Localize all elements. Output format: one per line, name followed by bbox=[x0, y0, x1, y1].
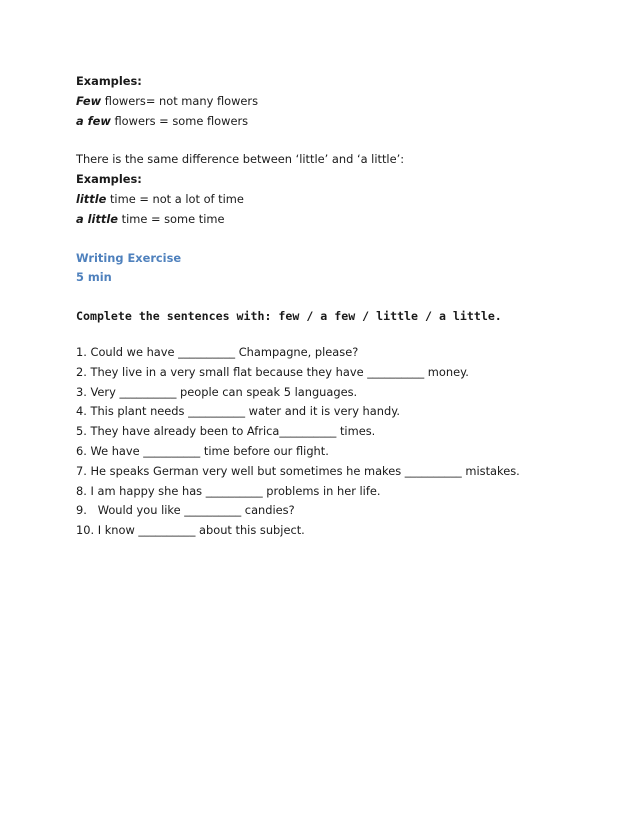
exercise-sentence: 7. He speaks German very well but sometimes he makes __________ mistakes. bbox=[76, 463, 520, 478]
exercise-sentence: 8. I am happy she has __________ problems in her life. bbox=[76, 483, 381, 498]
example-definition: flowers= not many flowers bbox=[101, 93, 259, 108]
exercise-sentence: 3. Very __________ people can speak 5 languages. bbox=[76, 384, 358, 399]
example-few bbox=[76, 92, 596, 112]
examples-heading: Examples: bbox=[76, 172, 142, 187]
section-duration: 5 min bbox=[76, 270, 112, 285]
example-definition: flowers = some flowers bbox=[110, 113, 249, 128]
exercise-sentence: 10. I know __________ about this subject. bbox=[76, 523, 305, 538]
examples-heading: Examples: bbox=[76, 74, 142, 88]
example-term: Few bbox=[76, 93, 102, 108]
example-a-little bbox=[76, 210, 596, 230]
exercise-sentence: 1. Could we have __________ Champagne, please? bbox=[76, 344, 359, 359]
exercise-sentence: 2. They live in a very small flat because they have __________ money. bbox=[76, 364, 469, 379]
example-little bbox=[76, 190, 596, 210]
section-title: Writing Exercise bbox=[76, 250, 182, 265]
exercise-sentence: 9. Would you like __________ candies? bbox=[76, 503, 295, 518]
spacer bbox=[76, 230, 596, 249]
spacer bbox=[76, 131, 596, 150]
exercise-sentence: 4. This plant needs __________ water and it is very handy. bbox=[76, 404, 400, 419]
exercise-sentence: 6. We have __________ time before our flight. bbox=[76, 443, 329, 458]
example-definition: time = some time bbox=[117, 211, 225, 226]
comparison-intro: There is the same difference between ‘little’ and ‘a little’: bbox=[76, 152, 405, 167]
example-term: a few bbox=[76, 113, 111, 128]
spacer bbox=[76, 288, 596, 307]
exercise-sentences bbox=[76, 343, 596, 541]
example-a-few bbox=[76, 112, 596, 132]
example-term: a little bbox=[76, 211, 118, 226]
spacer bbox=[76, 327, 596, 343]
exercise-instruction: Complete the sentences with: few / a few / little / a little. bbox=[76, 309, 502, 324]
exercise-sentence: 5. They have already been to Africa__________ times. bbox=[76, 424, 376, 439]
example-definition: time = not a lot of time bbox=[106, 191, 244, 206]
example-term: little bbox=[76, 191, 107, 206]
document-page bbox=[76, 72, 596, 541]
